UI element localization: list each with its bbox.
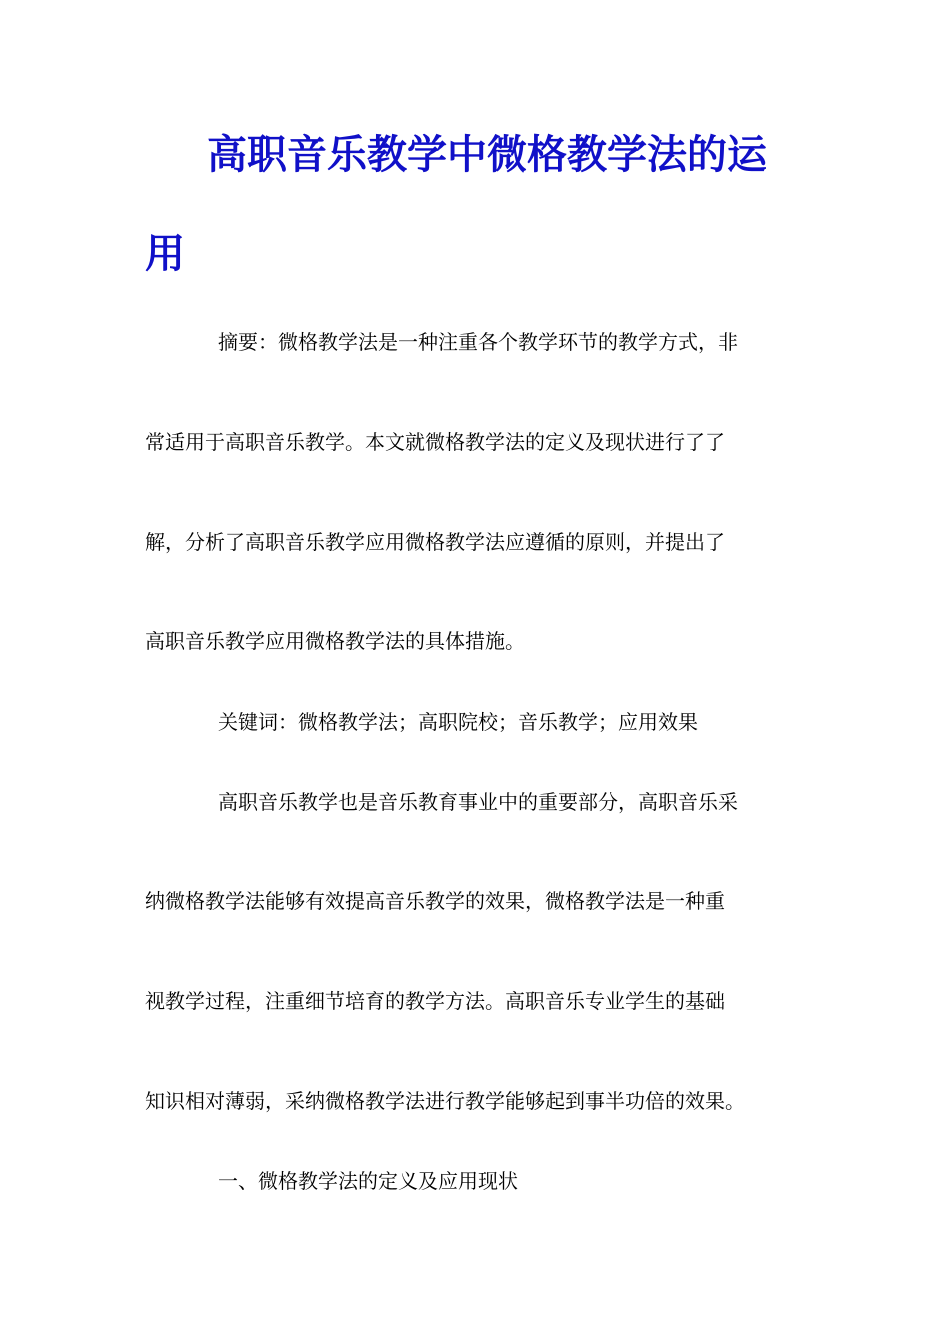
abstract-line-3: 解，分析了高职音乐教学应用微格教学法应遵循的原则，并提出了 xyxy=(145,530,725,554)
intro-line-3: 视教学过程，注重细节培育的教学方法。高职音乐专业学生的基础 xyxy=(145,989,725,1013)
abstract-line-1: 摘要：微格教学法是一种注重各个教学环节的教学方式，非 xyxy=(218,330,738,354)
keywords-line: 关键词：微格教学法；高职院校；音乐教学；应用效果 xyxy=(218,710,698,734)
document-title-line-1: 高职音乐教学中微格教学法的运 xyxy=(207,131,767,178)
intro-line-1: 高职音乐教学也是音乐教育事业中的重要部分，高职音乐采 xyxy=(218,790,738,814)
intro-line-4: 知识相对薄弱，采纳微格教学法进行教学能够起到事半功倍的效果。 xyxy=(145,1089,745,1113)
abstract-line-4: 高职音乐教学应用微格教学法的具体措施。 xyxy=(145,629,525,653)
abstract-line-2: 常适用于高职音乐教学。本文就微格教学法的定义及现状进行了了 xyxy=(145,430,725,454)
section-heading: 一、微格教学法的定义及应用现状 xyxy=(218,1169,518,1193)
intro-line-2: 纳微格教学法能够有效提高音乐教学的效果，微格教学法是一种重 xyxy=(145,889,725,913)
document-title-line-2: 用 xyxy=(145,230,185,277)
